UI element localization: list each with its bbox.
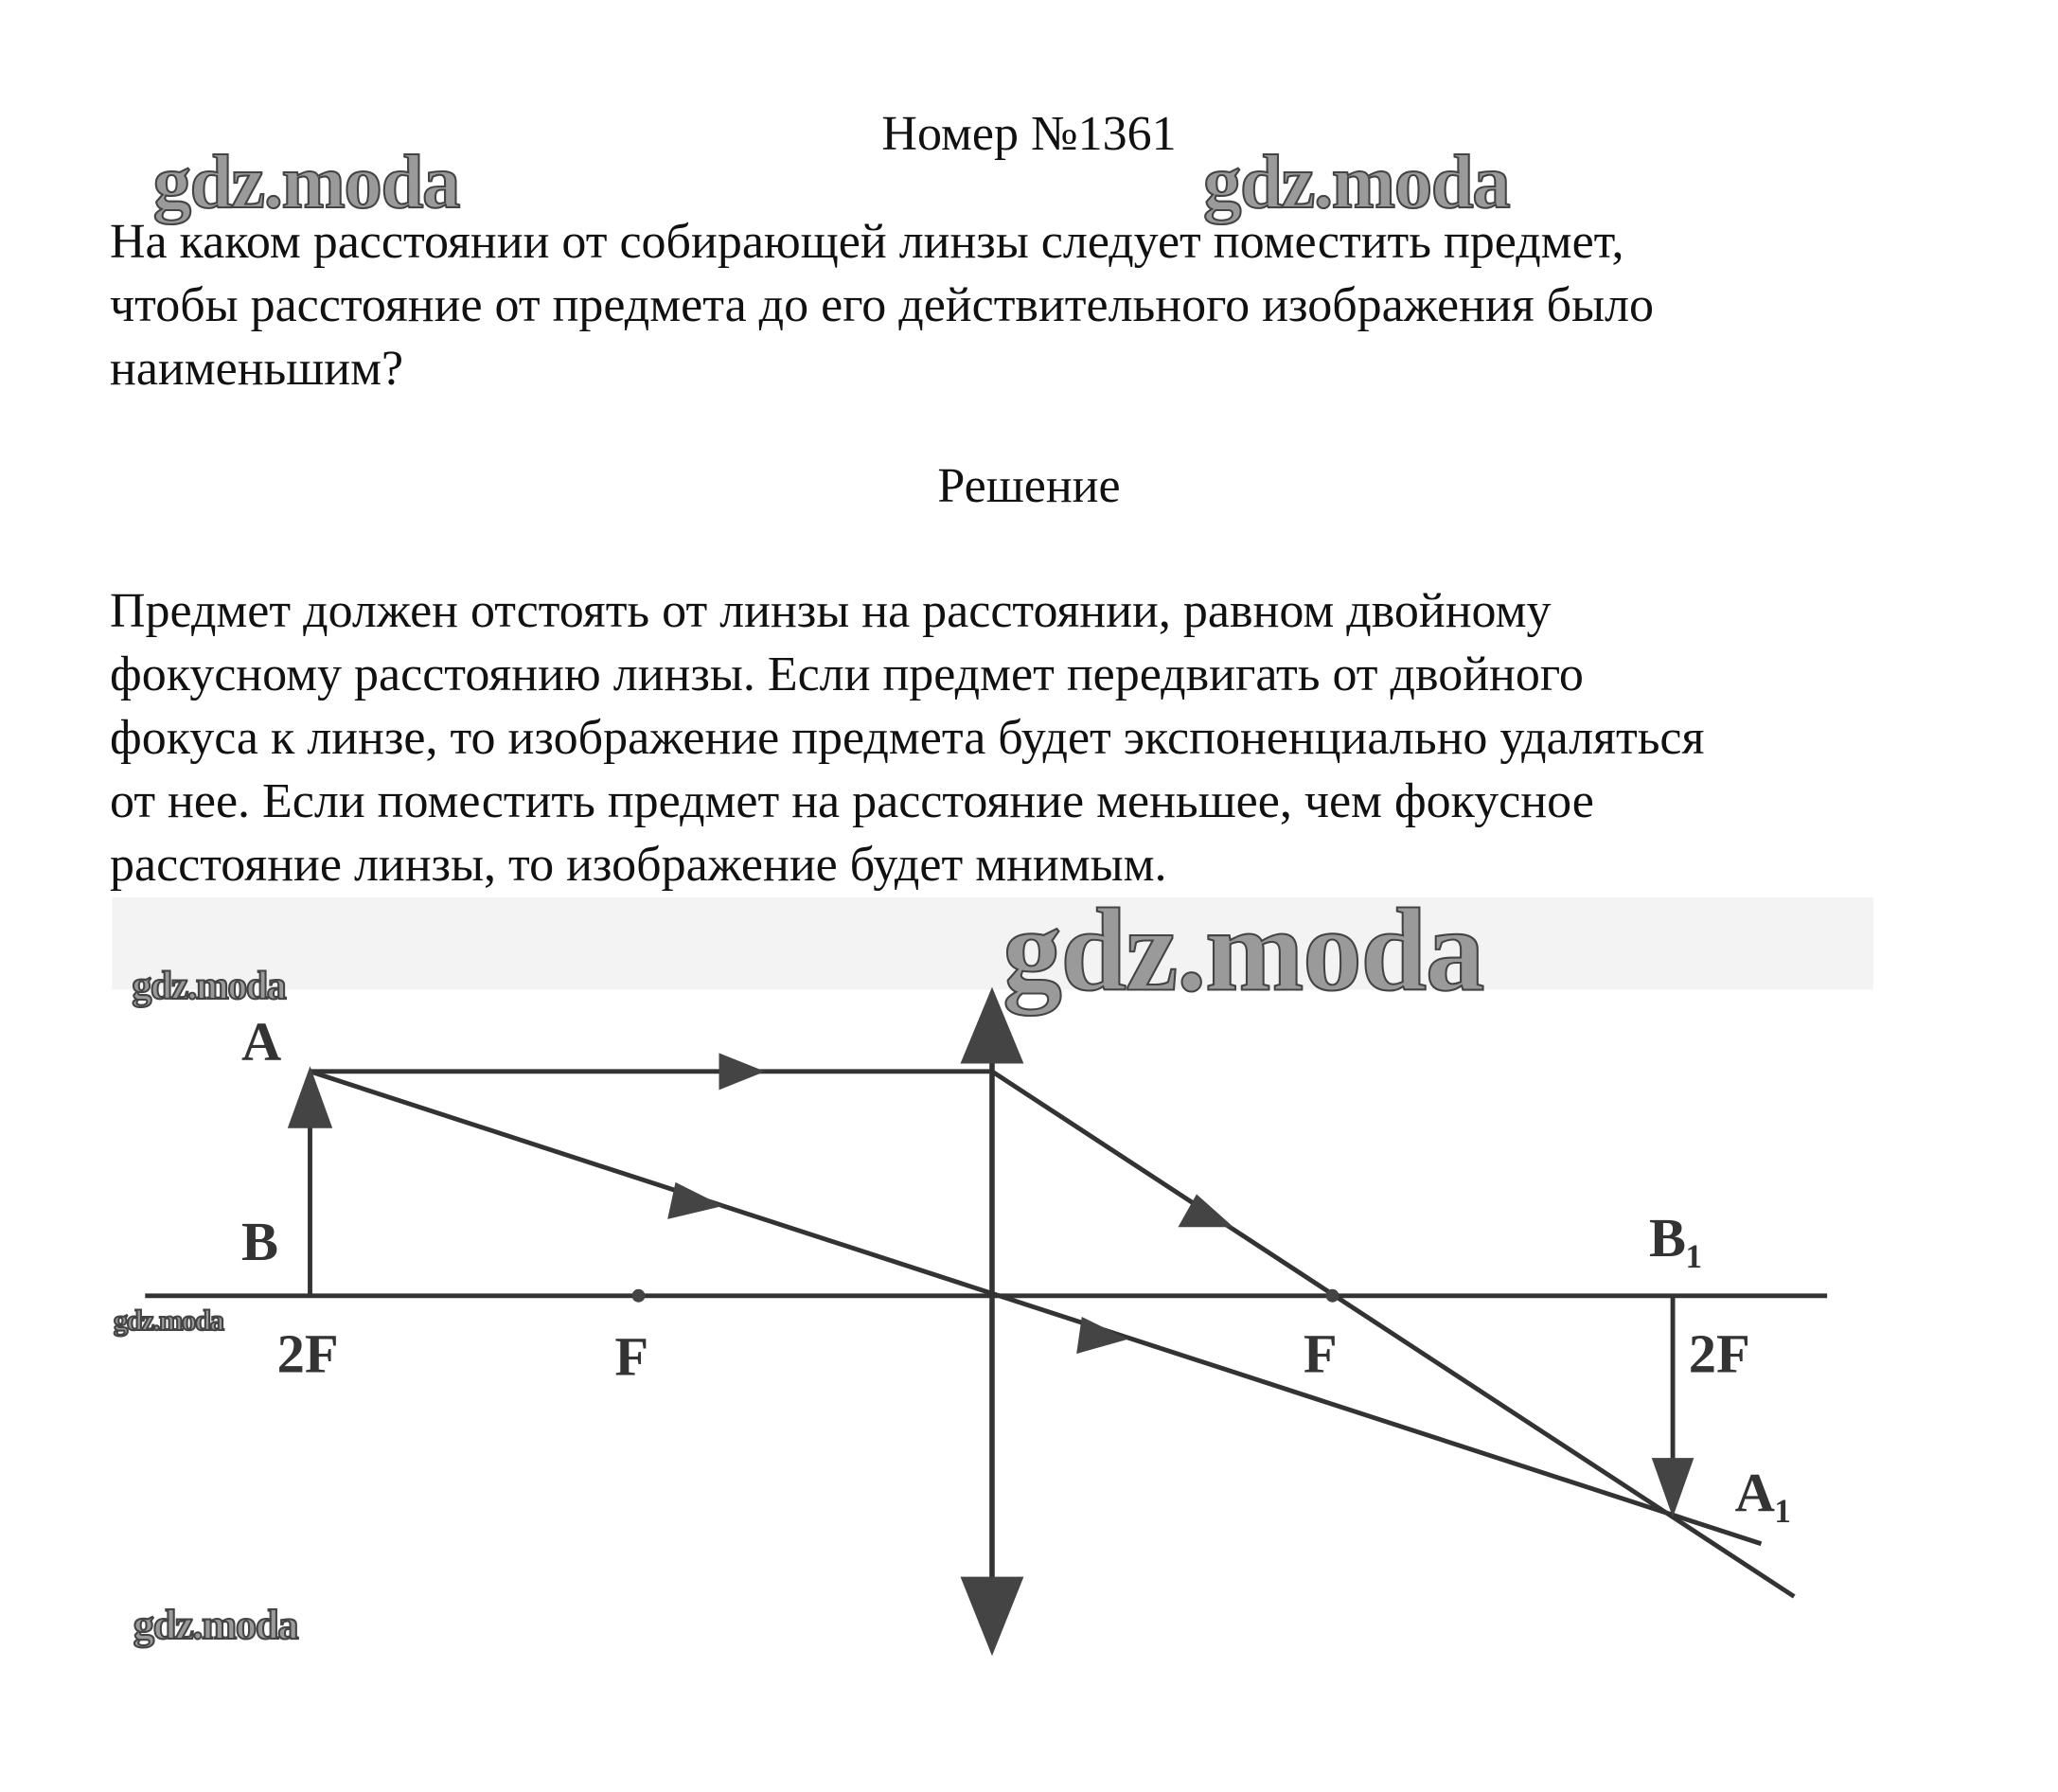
answer-line: расстояние линзы, то изображение будет мнимым. [110, 838, 1167, 892]
answer-line: Предмет должен отстоять от линзы на расстоянии, равном двойному [110, 584, 1552, 638]
label-2f-left: 2F [276, 1322, 339, 1385]
answer-line: от нее. Если поместить предмет на расстояние меньшее, чем фокусное [110, 774, 1594, 828]
question-line: наименьшим? [110, 342, 404, 396]
label-b1: B₁ [1648, 1206, 1703, 1269]
watermark: gdz.moda [1002, 884, 1484, 1017]
label-a: A [241, 1010, 282, 1073]
watermark: gdz.moda [132, 965, 286, 1009]
focus-point [632, 1289, 646, 1303]
watermark: gdz.moda [133, 1601, 298, 1649]
watermark: gdz.moda [152, 140, 460, 225]
page-title: Номер №1361 [881, 107, 1177, 161]
watermark: gdz.moda [1202, 140, 1510, 225]
diagram-background [112, 897, 1872, 990]
solution-heading: Решение [937, 459, 1121, 513]
label-a1: A₁ [1734, 1461, 1792, 1523]
lens-bottom-arrow-icon [961, 1577, 1024, 1657]
label-f-left: F [614, 1325, 649, 1388]
ray-central [310, 1072, 1761, 1544]
label-2f-right: 2F [1688, 1322, 1750, 1385]
focus-point [1326, 1289, 1339, 1303]
ray-direction-arrow-icon [719, 1053, 766, 1090]
answer-line: фокуса к линзе, то изображение предмета будет экспоненциально удаляться [110, 711, 1705, 765]
question-line: чтобы расстояние от предмета до его действительного изображения было [110, 278, 1654, 332]
label-f-right: F [1303, 1322, 1338, 1385]
label-b: B [241, 1211, 279, 1273]
watermark: gdz.moda [113, 1304, 223, 1337]
question-line: На каком расстоянии от собирающей линзы следует поместить предмет, [110, 215, 1624, 269]
answer-line: фокусному расстоянию линзы. Если предмет передвигать от двойного [110, 648, 1584, 701]
